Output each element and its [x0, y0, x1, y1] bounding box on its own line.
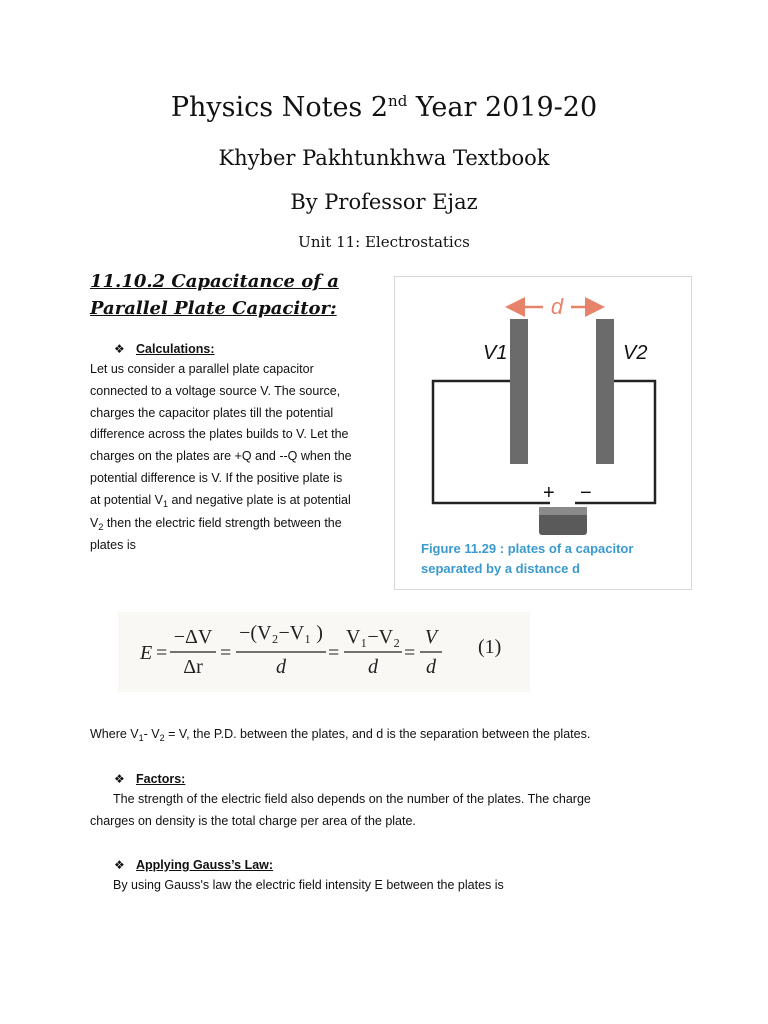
eq-lhs: E	[140, 642, 153, 664]
factors-heading: Factors:	[136, 772, 186, 786]
capacitor-figure	[394, 276, 692, 590]
author-line: By Professor Ejaz	[290, 190, 478, 214]
text-line: charges the capacitor plates till the potential	[90, 405, 334, 420]
where-line: Where $V_1-$ $V_2 = V$, the P.D. between the plates, and d is the separation between the plates.	[90, 727, 591, 743]
eq-equals: =	[156, 642, 168, 664]
unit-line: Unit 11: Electrostatics	[298, 233, 470, 251]
equation	[118, 612, 530, 692]
eq-frac2-den: d	[276, 656, 286, 678]
eq-frac4-num: V	[424, 626, 438, 648]
gauss-paragraph: By using Gauss's law the electric field intensity E between the plates is	[113, 878, 504, 892]
eq-frac3-num: V₁−V₂	[345, 626, 401, 648]
eq-equals: =	[220, 642, 232, 664]
eq-frac2-num: −(V₂−V₁ )	[239, 622, 323, 644]
eq-equals: =	[404, 642, 416, 664]
section-title-line: Parallel Plate Capacitor:	[90, 298, 337, 319]
calculations-heading: Calculations:	[136, 342, 215, 356]
bullet-diamond-icon: ❖	[114, 342, 125, 356]
textbook-subtitle: Khyber Pakhtunkhwa Textbook	[218, 146, 550, 170]
text-line: Let us consider a parallel plate capacitor	[90, 362, 314, 376]
eq-equals: =	[328, 642, 340, 664]
text-line: at potential $V_1$ and negative plate is at potential	[90, 492, 351, 509]
bullet-diamond-icon: ❖	[114, 858, 125, 872]
distance-label: d	[550, 294, 564, 319]
equation-number: (1)	[478, 636, 502, 658]
text-line: potential difference is V. If the positive plate is	[90, 470, 343, 485]
figure-caption-line: separated by a distance d	[421, 561, 580, 576]
plate-v2	[596, 319, 614, 464]
text-line: charges on density is the total charge per area of the plate.	[90, 813, 416, 828]
section-title	[90, 268, 390, 322]
section-title-line: 11.10.2 Capacitance of a	[90, 271, 339, 292]
eq-frac4-den: d	[426, 656, 436, 678]
calculations-paragraph	[90, 359, 390, 557]
battery-minus: −	[580, 482, 592, 504]
wire-left	[433, 381, 550, 503]
plate-label-v2: V2	[623, 342, 648, 364]
equation-image	[118, 612, 530, 692]
text-line: connected to a voltage source V. The source,	[90, 383, 341, 398]
text-line: plates is	[90, 538, 136, 553]
text-line: $V_2$ then the electric field strength between the	[90, 515, 342, 532]
figure-caption-line: Figure 11.29 : plates of a capacitor	[421, 541, 634, 556]
factors-paragraph	[90, 789, 710, 833]
plate-label-v1: V1	[483, 342, 508, 364]
bullet-diamond-icon: ❖	[114, 772, 125, 786]
text-line: difference across the plates builds to V. Let the	[90, 427, 349, 442]
text-line: charges on the plates are +Q and --Q when the	[90, 449, 352, 464]
eq-frac1-num: −ΔV	[173, 626, 213, 648]
eq-frac3-den: d	[368, 656, 378, 678]
plate-v1	[510, 319, 528, 464]
page-title: Physics Notes 2nd Year 2019-20	[170, 92, 598, 123]
gauss-heading: Applying Gauss’s Law:	[136, 858, 274, 872]
battery-top	[539, 507, 587, 515]
eq-frac1-den: Δr	[183, 656, 203, 678]
text-line: The strength of the electric field also depends on the number of the plates. The charge	[113, 792, 591, 806]
battery-plus: +	[543, 482, 555, 504]
capacitor-diagram	[395, 277, 691, 589]
